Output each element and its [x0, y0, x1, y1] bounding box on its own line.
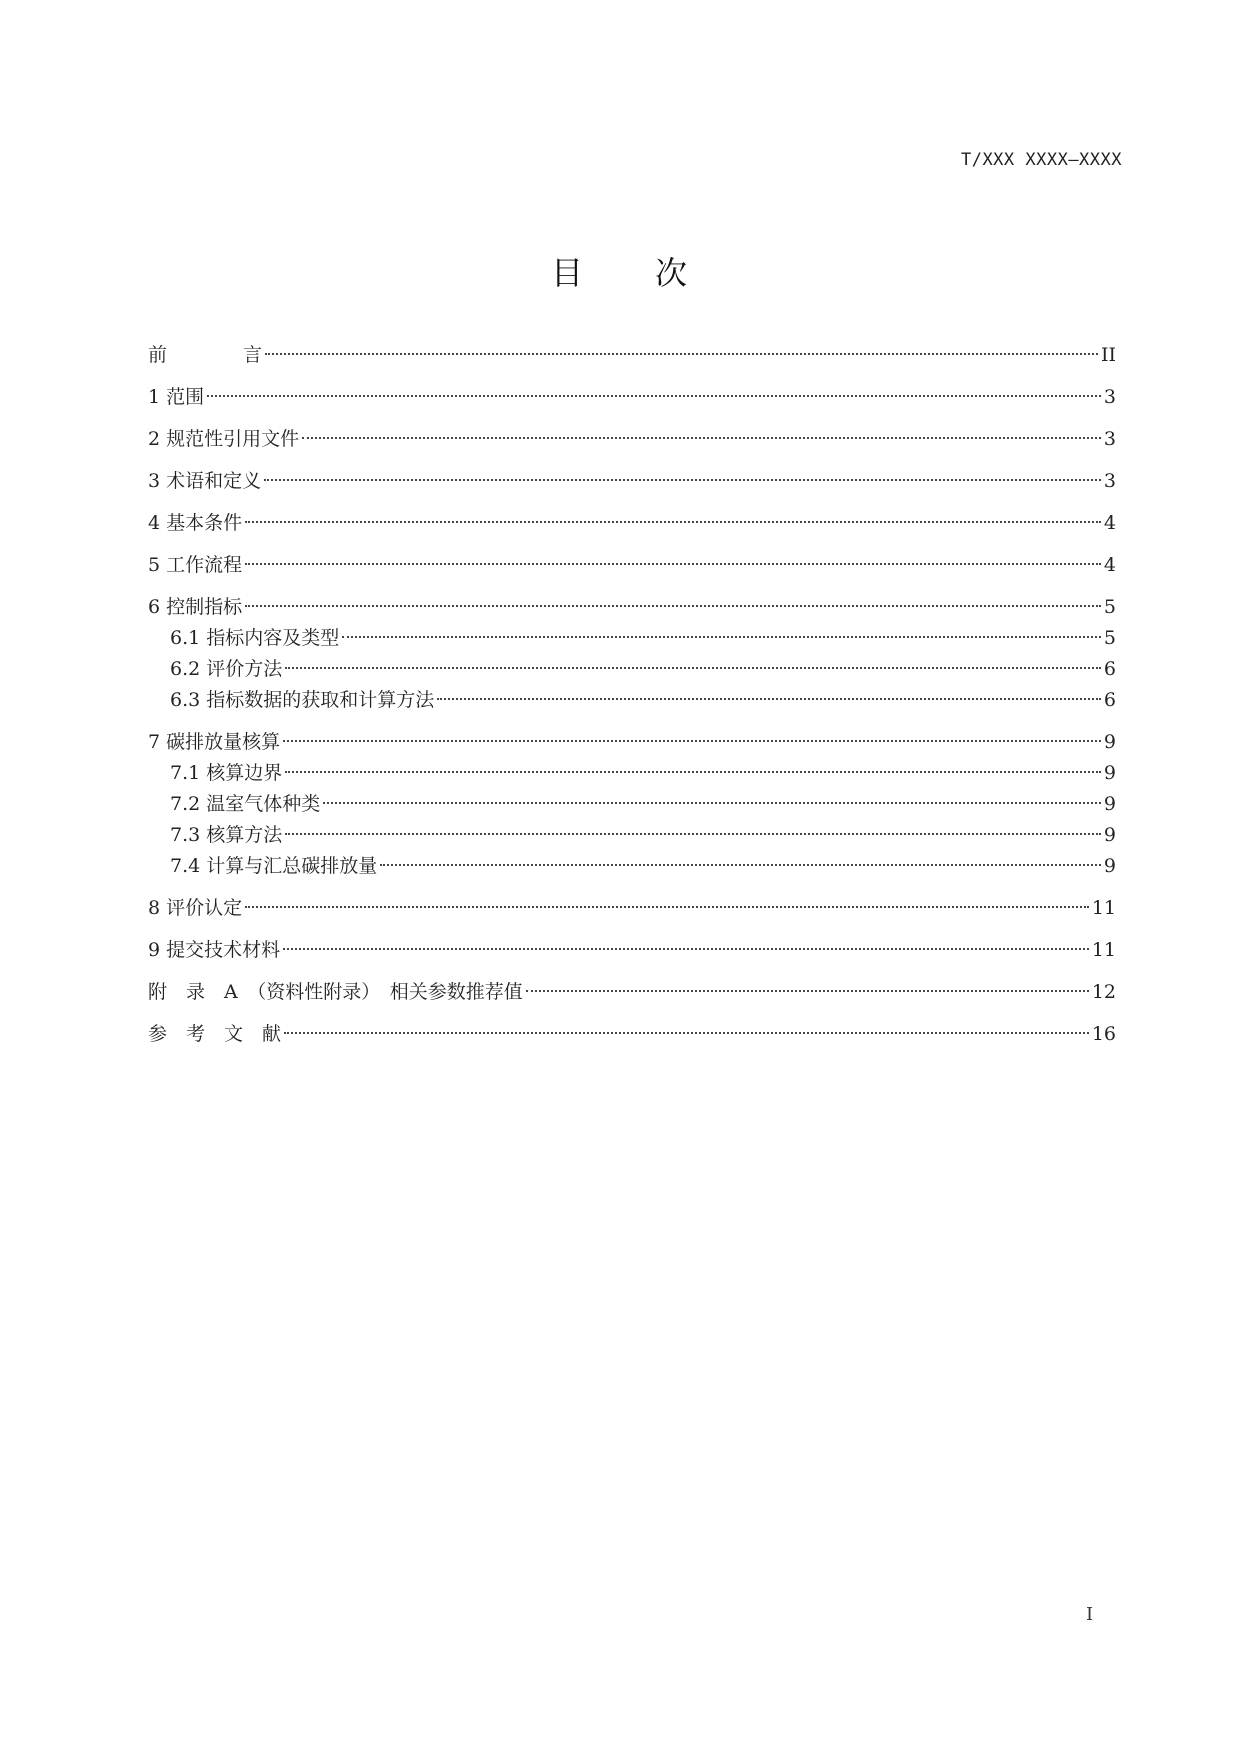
toc-entry[interactable] [148, 508, 1116, 538]
page-title [0, 248, 1240, 294]
toc-entry[interactable] [148, 592, 1116, 622]
toc-entry-page: 9 [1103, 793, 1116, 815]
toc-entry-page: 3 [1103, 386, 1116, 408]
toc-dot-leader [245, 906, 1089, 908]
toc-dot-leader [285, 771, 1101, 773]
toc-entry-label: 4 基本条件 [148, 512, 243, 534]
toc-dot-leader [323, 802, 1101, 804]
toc-dot-leader [285, 833, 1101, 835]
toc-entry[interactable] [148, 789, 1116, 819]
toc-entry-label: 参 考 文 献 [148, 1023, 282, 1045]
toc-entry-page: 6 [1103, 658, 1116, 680]
toc-entry[interactable] [148, 727, 1116, 757]
page-number: I [1086, 1604, 1094, 1625]
toc-entry-page: 9 [1103, 731, 1116, 753]
toc-dot-leader [265, 353, 1098, 355]
toc-entry[interactable] [148, 466, 1116, 496]
toc-entry-page: 12 [1091, 981, 1116, 1003]
toc-entry-page: 3 [1103, 428, 1116, 450]
title-char-1: 目 [550, 254, 585, 292]
toc-entry[interactable] [148, 654, 1116, 684]
toc-entry-label: 6.3 指标数据的获取和计算方法 [170, 689, 435, 711]
toc-entry-page: 6 [1103, 689, 1116, 711]
toc-entry[interactable] [148, 424, 1116, 454]
document-code: T/XXX XXXX—XXXX [960, 150, 1122, 170]
toc-dot-leader [264, 479, 1101, 481]
toc-entry-label: 7.3 核算方法 [170, 824, 283, 846]
toc-entry-label: 2 规范性引用文件 [148, 428, 300, 450]
toc-dot-leader [437, 698, 1101, 700]
toc-entry-label: 3 术语和定义 [148, 470, 262, 492]
toc-entry-label: 9 提交技术材料 [148, 939, 281, 961]
toc-dot-leader [285, 667, 1101, 669]
toc-entry-label: 6.1 指标内容及类型 [170, 627, 340, 649]
toc-dot-leader [526, 990, 1089, 992]
toc-entry-label: 7.1 核算边界 [170, 762, 283, 784]
toc-entry-page: 5 [1103, 596, 1116, 618]
toc-entry[interactable] [148, 820, 1116, 850]
toc-dot-leader [342, 636, 1101, 638]
toc-dot-leader [207, 395, 1101, 397]
toc-entry-page: 16 [1091, 1023, 1116, 1045]
toc-dot-leader [245, 521, 1101, 523]
toc-entry-page: 9 [1103, 762, 1116, 784]
toc-entry[interactable] [148, 935, 1116, 965]
toc-entry-page: 4 [1103, 554, 1116, 576]
toc-dot-leader [283, 948, 1089, 950]
toc-dot-leader [245, 563, 1101, 565]
toc-dot-leader [380, 864, 1101, 866]
toc-entry-label: 7.2 温室气体种类 [170, 793, 321, 815]
toc-dot-leader [284, 1032, 1089, 1034]
toc-entry-label: 前 言 [148, 344, 263, 366]
toc-entry-label: 6.2 评价方法 [170, 658, 283, 680]
toc-entry[interactable] [148, 623, 1116, 653]
toc-entry-label: 7 碳排放量核算 [148, 731, 281, 753]
toc-entry-page: 4 [1103, 512, 1116, 534]
toc-entry-page: 9 [1103, 855, 1116, 877]
toc-entry-label: 1 范围 [148, 386, 205, 408]
toc-entry-page: 11 [1091, 897, 1116, 919]
toc-entry[interactable] [148, 1019, 1116, 1049]
toc-entry-page: 9 [1103, 824, 1116, 846]
toc-entry-page: 3 [1103, 470, 1116, 492]
toc-entry-label: 8 评价认定 [148, 897, 243, 919]
toc-entry[interactable] [148, 893, 1116, 923]
toc-dot-leader [245, 605, 1101, 607]
toc-dot-leader [283, 740, 1101, 742]
toc-entry[interactable] [148, 685, 1116, 715]
toc-entry-page: II [1100, 344, 1116, 366]
toc-entry[interactable] [148, 340, 1116, 370]
toc-dot-leader [302, 437, 1101, 439]
toc-entry[interactable] [148, 550, 1116, 580]
toc-entry-page: 5 [1103, 627, 1116, 649]
title-char-2: 次 [655, 254, 690, 292]
toc-entry-page: 11 [1091, 939, 1116, 961]
toc-entry[interactable] [148, 851, 1116, 881]
toc-entry[interactable] [148, 758, 1116, 788]
toc-entry-label: 6 控制指标 [148, 596, 243, 618]
table-of-contents [148, 340, 1116, 1049]
toc-entry[interactable] [148, 977, 1116, 1007]
toc-entry-label: 7.4 计算与汇总碳排放量 [170, 855, 378, 877]
toc-entry-label: 附 录 A （资料性附录） 相关参数推荐值 [148, 981, 523, 1003]
toc-entry-label: 5 工作流程 [148, 554, 243, 576]
toc-entry[interactable] [148, 382, 1116, 412]
